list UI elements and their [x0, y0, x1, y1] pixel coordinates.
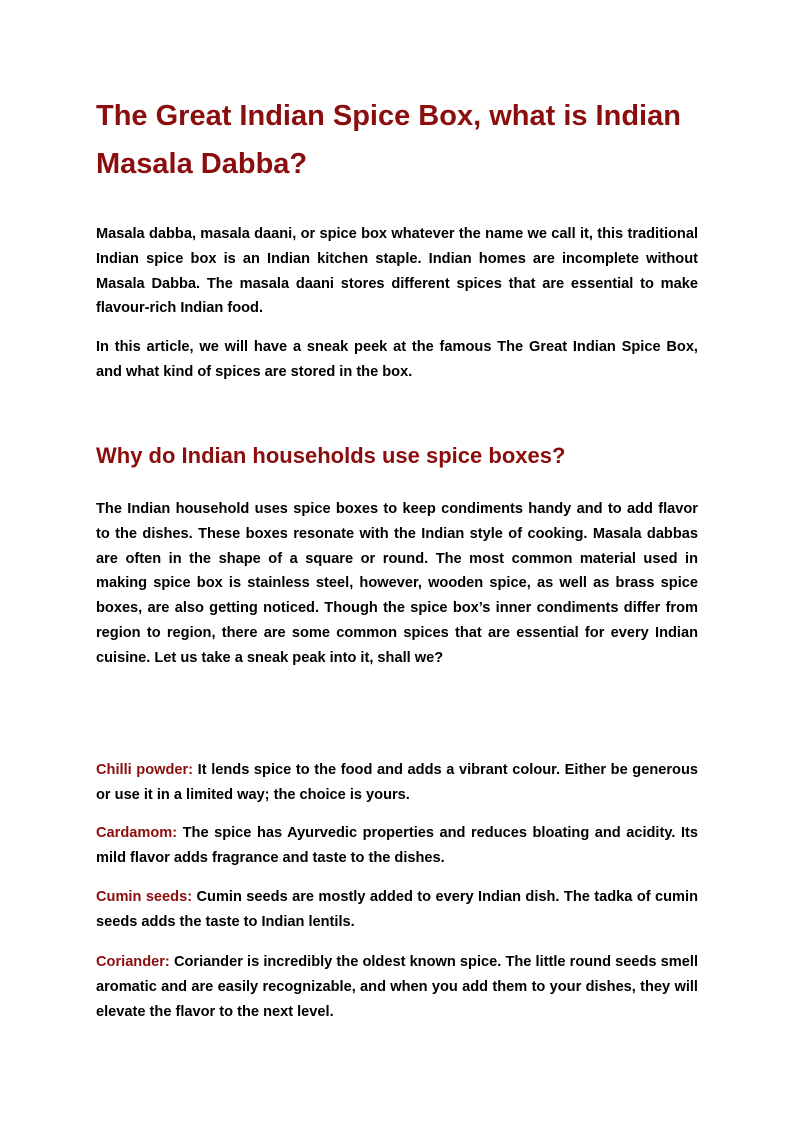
spice-description: Coriander is incredibly the oldest known spice. The little round seeds smell aromatic and are easily recognizable, and when you add them to your dishes, they will elevate the flavor to the next level. [96, 954, 698, 1020]
spice-item-coriander [96, 950, 698, 1024]
spice-description: It lends spice to the food and adds a vibrant colour. Either be generous or use it in a limited way; the choice is yours. [96, 762, 698, 803]
intro-paragraph-2: In this article, we will have a sneak peek at the famous The Great Indian Spice Box, and what kind of spices are stored in the box. [96, 339, 698, 380]
spice-item-cardamom [96, 821, 698, 871]
section-body-paragraph: The Indian household uses spice boxes to keep condiments handy and to add flavor to the dishes. These boxes resonate with the Indian style of cooking. Masala dabbas are often in the shape of a square or round. The most common material used in making spice box is stainless steel, however, wooden spice, as well as brass spice boxes, are also getting noticed. Though the spice box’s inner condiments differ from region to region, there are some common spices that are essential for every Indian cuisine. Let us take a sneak peak into it, shall we? [96, 501, 698, 666]
spice-item-chilli-powder [96, 758, 698, 808]
spice-term: Cumin seeds: [96, 889, 193, 905]
page-title: The Great Indian Spice Box, what is Indian Masala Dabba? [96, 100, 681, 180]
spice-term: Coriander: [96, 954, 170, 970]
section-heading: Why do Indian households use spice boxes? [96, 443, 566, 468]
intro-paragraph-1: Masala dabba, masala daani, or spice box whatever the name we call it, this traditional Indian spice box is an Indian kitchen staple. Indian homes are incomplete without Masala Dabba. The masala daani stores different spices that are essential to make flavour-rich Indian food. [96, 226, 698, 317]
spice-term: Chilli powder: [96, 762, 194, 778]
spice-description: Cumin seeds are mostly added to every Indian dish. The tadka of cumin seeds adds the taste to Indian lentils. [96, 889, 698, 930]
spice-item-cumin-seeds [96, 885, 698, 935]
spice-description: The spice has Ayurvedic properties and reduces bloating and acidity. Its mild flavor adds fragrance and taste to the dishes. [96, 825, 698, 866]
spice-term: Cardamom: [96, 825, 178, 841]
